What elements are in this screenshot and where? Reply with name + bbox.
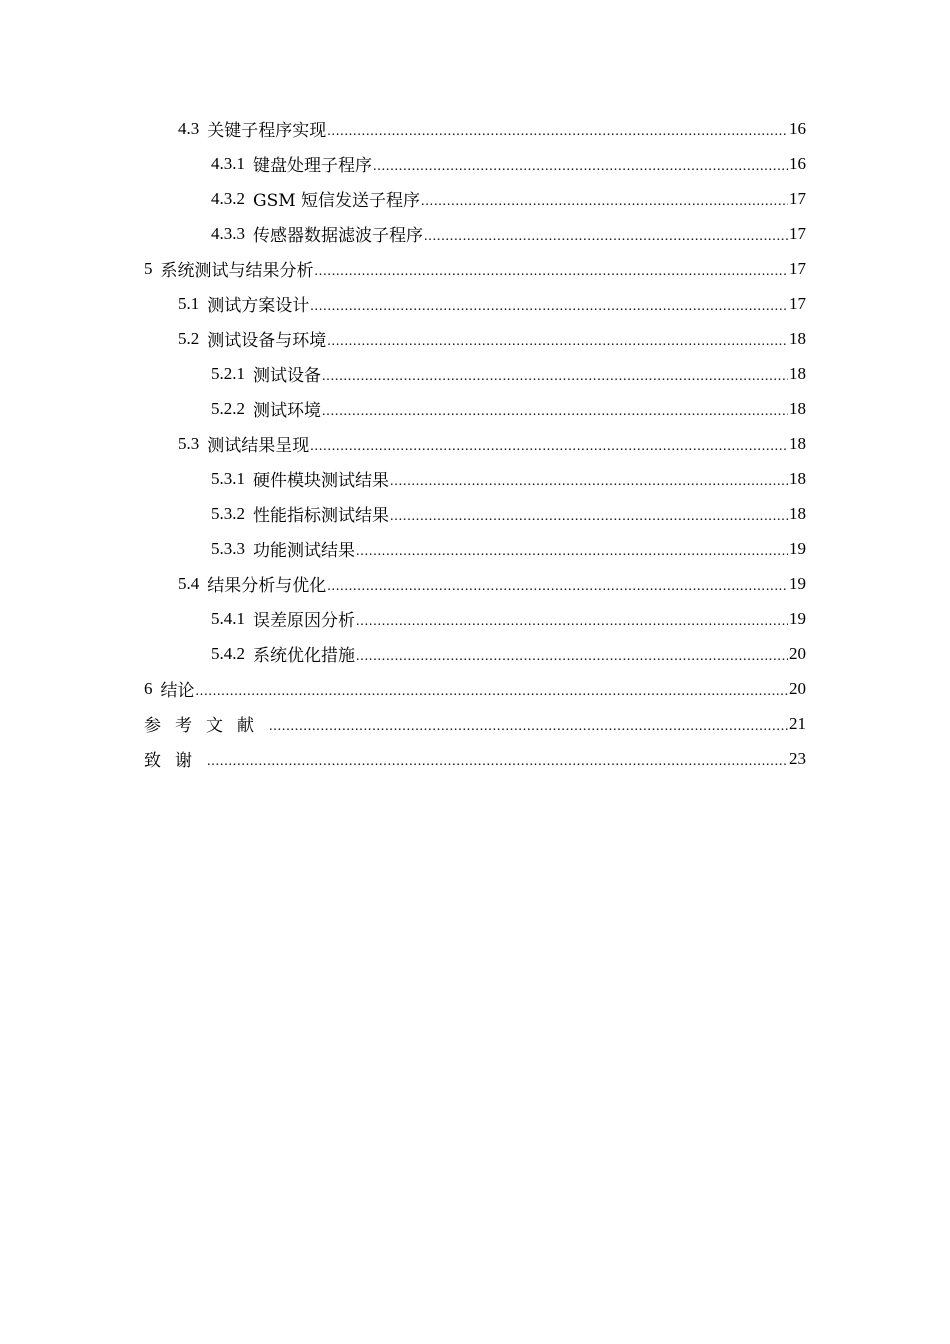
toc-entry-title: 功能测试结果 xyxy=(253,541,355,561)
toc-entry-title: 参考文献 xyxy=(144,716,268,736)
toc-entry-number: 6 xyxy=(144,678,153,698)
toc-entry[interactable] xyxy=(0,601,950,636)
toc-entry-page-number: 17 xyxy=(789,188,806,208)
toc-entry-title: 结果分析与优化 xyxy=(207,576,327,596)
toc-entry-number: 5.3 xyxy=(178,433,200,453)
dot-leader xyxy=(322,370,788,384)
toc-entry-title: 系统测试与结果分析 xyxy=(160,261,314,281)
toc-entry[interactable] xyxy=(0,391,950,426)
toc-entry-page-number: 16 xyxy=(789,118,806,138)
toc-entry-page-number: 17 xyxy=(789,223,806,243)
toc-entry[interactable] xyxy=(0,146,950,181)
toc-entry[interactable] xyxy=(0,531,950,566)
toc-entry-title: 测试设备 xyxy=(253,366,321,386)
toc-entry-number: 5.4.2 xyxy=(211,643,245,663)
toc-entry[interactable] xyxy=(0,181,950,216)
dot-leader xyxy=(424,230,788,244)
toc-entry[interactable] xyxy=(0,426,950,461)
toc-entry-number: 5.4.1 xyxy=(211,608,245,628)
toc-entry-title: 性能指标测试结果 xyxy=(253,506,389,526)
toc-entry-number: 5 xyxy=(144,258,153,278)
toc-entry-number: 4.3.2 xyxy=(211,188,245,208)
toc-entry-page-number: 17 xyxy=(789,258,806,278)
toc-entry-title: 传感器数据滤波子程序 xyxy=(253,226,423,246)
toc-entry[interactable] xyxy=(0,356,950,391)
dot-leader xyxy=(196,685,789,699)
toc-entry-title: 系统优化措施 xyxy=(253,646,355,666)
toc-entry-title: 误差原因分析 xyxy=(253,611,355,631)
toc-entry[interactable] xyxy=(0,741,950,776)
toc-entry[interactable] xyxy=(0,496,950,531)
dot-leader xyxy=(207,755,788,769)
toc-entry-page-number: 19 xyxy=(789,608,806,628)
toc-entry-number: 5.2 xyxy=(178,328,200,348)
toc-entry-page-number: 17 xyxy=(789,293,806,313)
toc-entry[interactable] xyxy=(0,286,950,321)
toc-entry-page-number: 16 xyxy=(789,153,806,173)
dot-leader xyxy=(356,545,788,559)
toc-entry[interactable] xyxy=(0,636,950,671)
toc-entry-title: 测试方案设计 xyxy=(207,296,310,316)
toc-entry-title: 测试结果呈现 xyxy=(207,436,310,456)
toc-entry-page-number: 18 xyxy=(789,398,806,418)
toc-entry-page-number: 18 xyxy=(789,363,806,383)
dot-leader xyxy=(390,475,788,489)
toc-entry-number: 5.1 xyxy=(178,293,200,313)
table-of-contents xyxy=(0,111,950,776)
dot-leader xyxy=(327,580,788,594)
dot-leader xyxy=(322,405,788,419)
toc-entry-title: 结论 xyxy=(160,681,195,701)
toc-entry-title: 测试环境 xyxy=(253,401,321,421)
dot-leader xyxy=(327,335,788,349)
toc-entry-number: 4.3 xyxy=(178,118,200,138)
toc-entry-page-number: 19 xyxy=(789,573,806,593)
toc-entry-title: 致谢 xyxy=(144,751,206,771)
toc-entry[interactable] xyxy=(0,251,950,286)
dot-leader xyxy=(310,440,788,454)
toc-entry[interactable] xyxy=(0,461,950,496)
dot-leader xyxy=(356,615,788,629)
toc-entry-number: 4.3.3 xyxy=(211,223,245,243)
toc-entry-page-number: 23 xyxy=(789,748,806,768)
toc-entry-number: 5.2.1 xyxy=(211,363,245,383)
toc-entry[interactable] xyxy=(0,111,950,146)
dot-leader xyxy=(390,510,788,524)
toc-entry-number: 5.3.1 xyxy=(211,468,245,488)
toc-entry-page-number: 20 xyxy=(789,643,806,663)
dot-leader xyxy=(373,160,788,174)
toc-entry-title: 关键子程序实现 xyxy=(207,121,327,141)
toc-entry-title: 硬件模块测试结果 xyxy=(253,471,389,491)
toc-entry-page-number: 18 xyxy=(789,328,806,348)
toc-entry[interactable] xyxy=(0,321,950,356)
toc-entry-page-number: 18 xyxy=(789,433,806,453)
toc-entry-number: 5.2.2 xyxy=(211,398,245,418)
toc-entry[interactable] xyxy=(0,216,950,251)
toc-entry-page-number: 18 xyxy=(789,468,806,488)
toc-entry[interactable] xyxy=(0,706,950,741)
dot-leader xyxy=(327,125,788,139)
dot-leader xyxy=(269,720,788,734)
toc-entry-number: 5.3.2 xyxy=(211,503,245,523)
toc-entry[interactable] xyxy=(0,566,950,601)
toc-entry-title: 测试设备与环境 xyxy=(207,331,327,351)
dot-leader xyxy=(356,650,788,664)
toc-entry-title: 键盘处理子程序 xyxy=(253,156,372,176)
toc-entry-title: GSM 短信发送子程序 xyxy=(253,191,421,211)
toc-entry-number: 5.4 xyxy=(178,573,200,593)
toc-entry-number: 4.3.1 xyxy=(211,153,245,173)
dot-leader xyxy=(315,265,789,279)
dot-leader xyxy=(421,195,788,209)
toc-entry-page-number: 21 xyxy=(789,713,806,733)
dot-leader xyxy=(310,300,788,314)
toc-entry[interactable] xyxy=(0,671,950,706)
toc-entry-page-number: 18 xyxy=(789,503,806,523)
toc-entry-page-number: 20 xyxy=(789,678,806,698)
toc-entry-number: 5.3.3 xyxy=(211,538,245,558)
toc-entry-page-number: 19 xyxy=(789,538,806,558)
